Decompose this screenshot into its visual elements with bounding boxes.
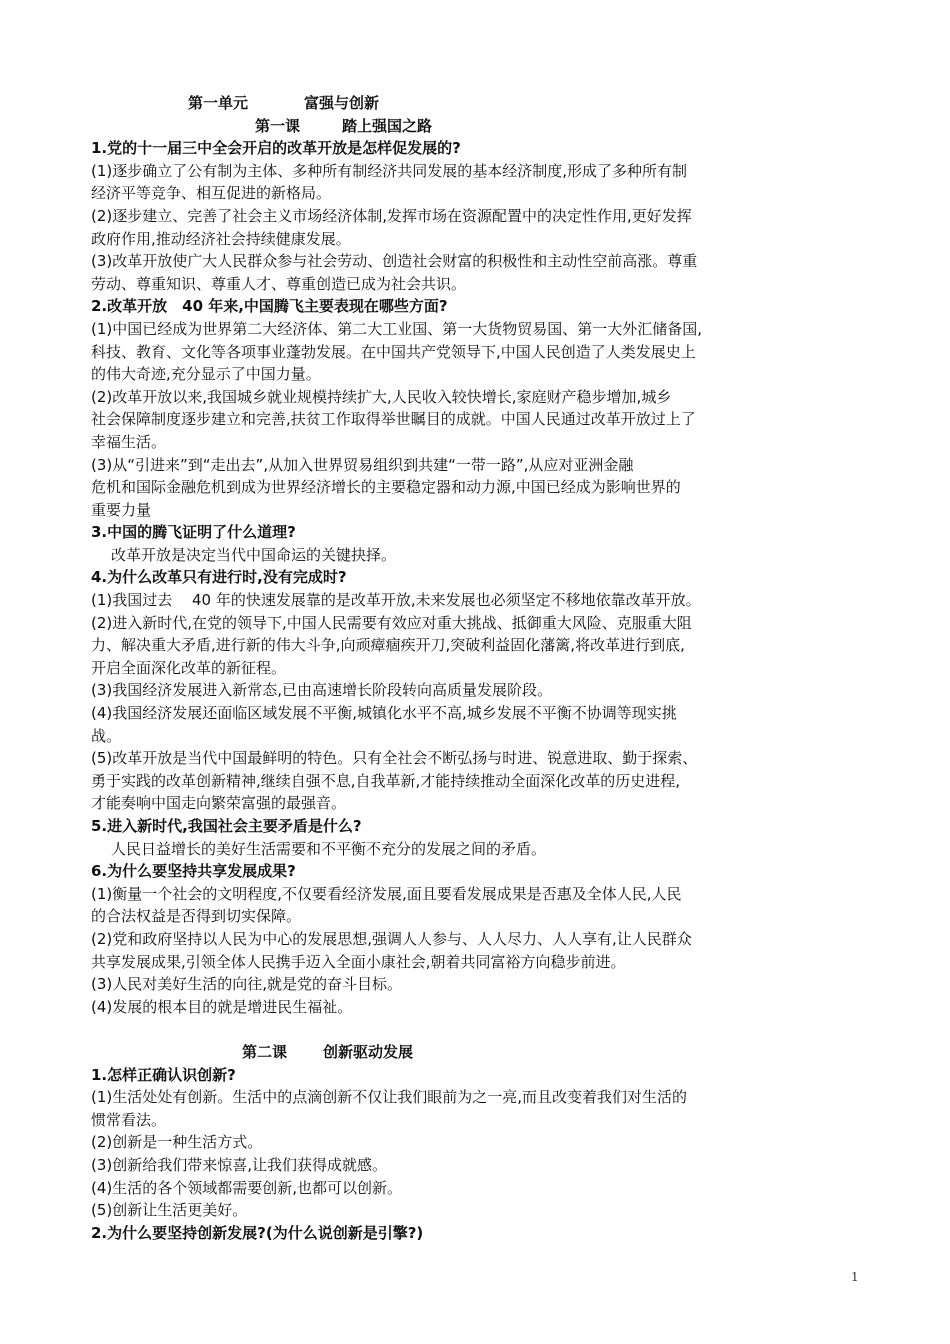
unit-title-number: 第一单元 <box>188 94 249 112</box>
text-line: 经济平等竞争、相互促进的新格局。 <box>91 184 332 203</box>
text-line: 重要力量 <box>91 500 152 519</box>
text-line: 社会保障制度逐步建立和完善,扶贫工作取得举世瞩目的成就。中国人民通过改革开放过上了 <box>91 410 696 429</box>
lesson-1-content <box>91 137 791 1018</box>
text-line: 危机和国际金融危机到成为世界经济增长的主要稳定器和动力源,中国已经成为影响世界的 <box>91 478 681 497</box>
lesson-1-name: 踏上强国之路 <box>342 116 433 135</box>
text-line: 科技、教育、文化等各项事业蓬勃发展。在中国共产党领导下,中国人民创造了人类发展史上 <box>91 342 696 361</box>
text-line: (1)逐步确立了公有制为主体、多种所有制经济共同发展的基本经济制度,形成了多种所有制 <box>91 161 688 180</box>
blank-line <box>91 1018 791 1041</box>
text-line: 人民日益增长的美好生活需要和不平衡不充分的发展之间的矛盾。 <box>111 839 547 858</box>
unit-title <box>91 92 791 115</box>
text-line: (4)发展的根本目的就是增进民生福祉。 <box>91 997 353 1016</box>
lesson-2-content <box>91 1064 791 1245</box>
text-line: 勇于实践的改革创新精神,继续自强不息,自我革新,才能持续推动全面深化改革的历史进程, <box>91 771 681 790</box>
text-line: 战。 <box>91 726 122 745</box>
text-line: (2)进入新时代,在党的领导下,中国人民需要有效应对重大挑战、抵御重大风险、克服重大阻 <box>91 613 692 632</box>
text-line: (5)改革开放是当代中国最鲜明的特色。只有全社会不断弘扬与时进、锐意进取、勤于探索、 <box>91 749 698 768</box>
text-line: (3)人民对美好生活的向往,就是党的奋斗目标。 <box>91 975 403 994</box>
text-line: 惯常看法。 <box>91 1110 167 1129</box>
text-line: (1)生活处处有创新。生活中的点滴创新不仅让我们眼前为之一亮,而且改变着我们对生活的 <box>91 1088 688 1107</box>
text-line: (3)我国经济发展进入新常态,已由高速增长阶段转向高质量发展阶段。 <box>91 681 553 700</box>
question-heading: 5.进入新时代,我国社会主要矛盾是什么? <box>91 817 362 835</box>
text-line: 劳动、尊重知识、尊重人才、尊重创造已成为社会共识。 <box>91 274 467 293</box>
question-heading: 3.中国的腾飞证明了什么道理? <box>91 523 296 542</box>
lesson-2-title <box>91 1041 791 1064</box>
text-line: 力、解决重大矛盾,进行新的伟大斗争,向顽瘴痼疾开刀,突破利益固化藩篱,将改革进行到底, <box>91 636 685 655</box>
question-heading: 4.为什么改革只有进行时,没有完成时? <box>91 568 347 587</box>
text-line: 政府作用,推动经济社会持续健康发展。 <box>91 229 351 248</box>
question-heading: 2.为什么要坚持创新发展?(为什么说创新是引擎?) <box>91 1223 424 1242</box>
text-line: 的伟大奇迹,充分显示了中国力量。 <box>91 365 321 384</box>
page-number: 1 <box>851 1270 859 1284</box>
text-line: (2)党和政府坚持以人民为中心的发展思想,强调人人参与、人人尽力、人人享有,让人民群众 <box>91 929 692 948</box>
text-line: 开启全面深化改革的新征程。 <box>91 658 287 677</box>
lesson-1-number: 第一课 <box>255 116 301 135</box>
unit-title-name: 富强与创新 <box>304 94 380 112</box>
text-line: (1)衡量一个社会的文明程度,不仅要看经济发展,面且要看发展成果是否惠及全体人民,人民 <box>91 884 682 903</box>
text-line: (1)我国过去 40 年的快速发展靠的是改革开放,未来发展也必须坚定不移地依靠改革开放。 <box>91 591 701 610</box>
text-line: (4)我国经济发展还面临区域发展不平衡,城镇化水平不高,城乡发展不平衡不协调等现实挑 <box>91 704 677 723</box>
question-heading: 1.党的十一届三中全会开启的改革开放是怎样促发展的? <box>91 139 461 158</box>
text-line: (1)中国已经成为世界第二大经济体、第二大工业国、第一大货物贸易国、第一大外汇储备国, <box>91 319 703 338</box>
text-line: 改革开放是决定当代中国命运的关键抉择。 <box>111 545 397 564</box>
question-heading: 2.改革开放 40 年来,中国腾飞主要表现在哪些方面? <box>91 297 448 316</box>
text-line: 幸福生活。 <box>91 432 167 451</box>
question-heading: 6.为什么要坚持共享发展成果? <box>91 862 296 881</box>
text-line: (3)创新给我们带来惊喜,让我们获得成就感。 <box>91 1155 388 1174</box>
text-line: (2)改革开放以来,我国城乡就业规模持续扩大,人民收入较快增长,家庭财产稳步增加,城乡 <box>91 387 672 406</box>
text-line: 共享发展成果,引领全体人民携手迈入全面小康社会,朝着共同富裕方向稳步前进。 <box>91 952 626 971</box>
lesson-1-title <box>91 115 791 138</box>
question-heading: 1.怎样正确认识创新? <box>91 1065 236 1084</box>
text-line: (2)创新是一种生活方式。 <box>91 1133 263 1152</box>
text-line: (3)从“引进来”到“走出去”,从加入世界贸易组织到共建“一带一路”,从应对亚洲金融 <box>91 455 634 474</box>
text-line: 才能奏响中国走向繁荣富强的最强音。 <box>91 794 347 813</box>
lesson-2-number: 第二课 <box>242 1042 288 1061</box>
lesson-2-name: 创新驱动发展 <box>323 1042 414 1061</box>
text-line: (5)创新让生活更美好。 <box>91 1201 248 1220</box>
text-line: (3)改革开放使广大人民群众参与社会劳动、创造社会财富的积极性和主动性空前高涨。尊重 <box>91 252 698 271</box>
document-page <box>91 92 791 1244</box>
text-line: (4)生活的各个领域都需要创新,也都可以创新。 <box>91 1178 403 1197</box>
text-line: (2)逐步建立、完善了社会主义市场经济体制,发挥市场在资源配置中的决定性作用,更好发挥 <box>91 206 692 225</box>
text-line: 的合法权益是否得到切实保障。 <box>91 907 302 926</box>
